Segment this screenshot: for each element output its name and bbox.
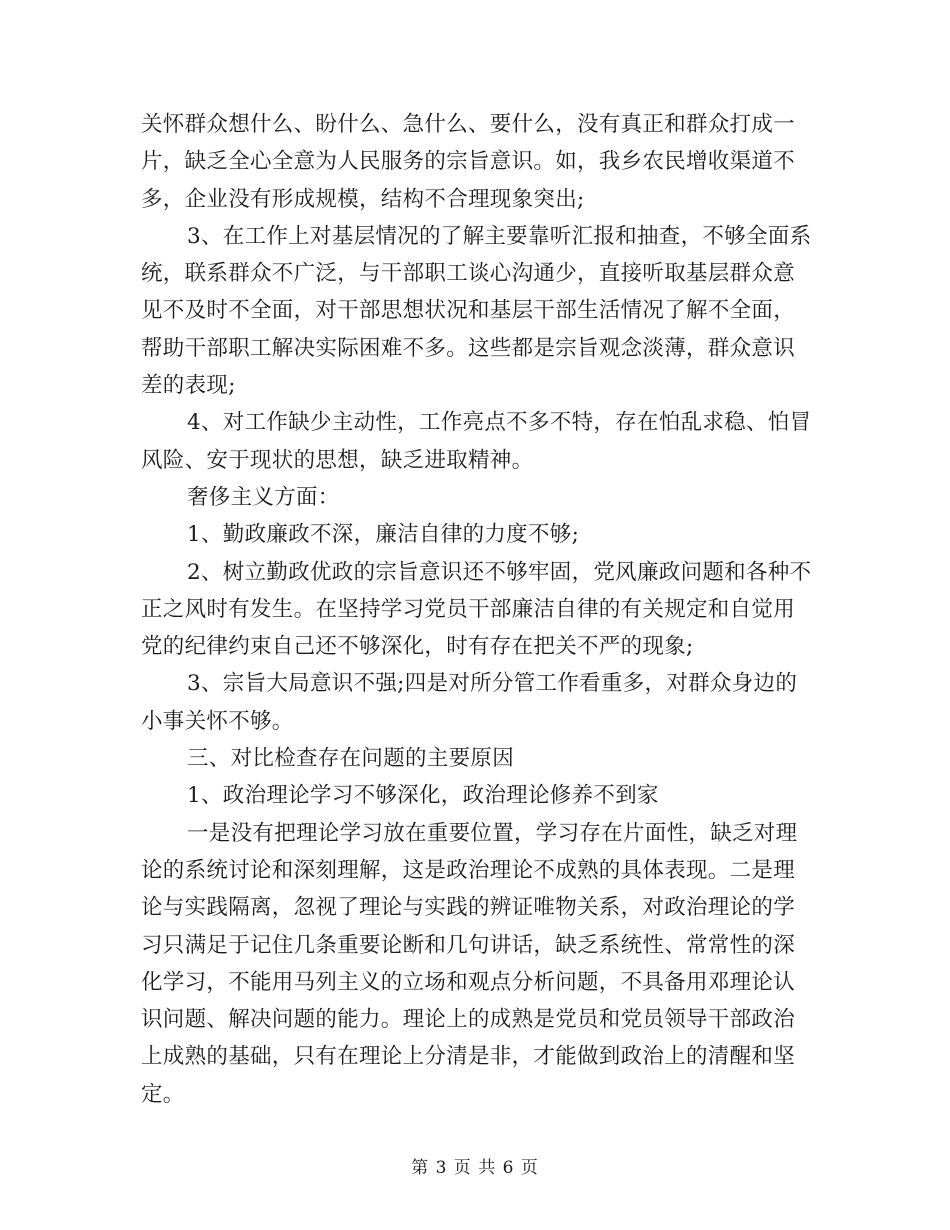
text-line: 2、树立勤政优政的宗旨意识还不够牢固，党风廉政问题和各种不 [187, 559, 812, 585]
text-line: 化学习，不能用马列主义的立场和观点分析问题，不具备用邓理论认 [141, 969, 796, 995]
text-line: 多，企业没有形成规模，结构不合理现象突出; [141, 186, 585, 212]
text-line: 片，缺乏全心全意为人民服务的宗旨意识。如，我乡农民增收渠道不 [141, 149, 796, 175]
text-line: 论的系统讨论和深刻理解，这是政治理论不成熟的具体表现。二是理 [141, 857, 796, 883]
text-line: 上成熟的基础，只有在理论上分清是非，才能做到政治上的清醒和坚 [141, 1044, 796, 1070]
text-line: 正之风时有发生。在坚持学习党员干部廉洁自律的有关规定和自觉用 [141, 596, 796, 622]
text-line: 帮助干部职工解决实际困难不多。这些都是宗旨观念淡薄，群众意识 [141, 335, 796, 361]
text-line: 关怀群众想什么、盼什么、急什么、要什么，没有真正和群众打成一 [141, 112, 796, 137]
text-line: 奢侈主义方面： [187, 484, 340, 510]
text-line: 一是没有把理论学习放在重要位置，学习存在片面性，缺乏对理 [187, 820, 798, 846]
document-body [141, 106, 811, 1113]
text-line: 小事关怀不够。 [141, 708, 294, 734]
text-line: 识问题、解决问题的能力。理论上的成熟是党员和党员领导干部政治 [141, 1007, 796, 1033]
text-line: 习只满足于记住几条重要论断和几句讲话，缺乏系统性、常常性的深 [141, 932, 796, 958]
text-line: 三、对比检查存在问题的主要原因 [187, 746, 515, 772]
text-line: 统，联系群众不广泛，与干部职工谈心沟通少，直接听取基层群众意 [141, 261, 796, 287]
page-footer [0, 1153, 950, 1178]
text-line: 3、在工作上对基层情况的了解主要靠听汇报和抽查，不够全面系 [187, 223, 812, 249]
text-line: 见不及时不全面，对干部思想状况和基层干部生活情况了解不全面， [141, 298, 796, 324]
text-line: 党的纪律约束自己还不够深化，时有存在把关不严的现象; [141, 634, 694, 660]
text-line: 3、宗旨大局意识不强;四是对所分管工作看重多，对群众身边的 [187, 671, 798, 697]
text-line: 定。 [141, 1081, 185, 1107]
text-line: 1、政治理论学习不够深化，政治理论修养不到家 [187, 783, 659, 809]
page-number-label: 第 3 页 共 6 页 [411, 1158, 539, 1178]
text-line: 1、勤政廉政不深，廉洁自律的力度不够; [187, 522, 580, 548]
text-line: 风险、安于现状的思想，缺乏进取精神。 [141, 447, 534, 473]
text-line: 4、对工作缺少主动性，工作亮点不多不特，存在怕乱求稳、怕冒 [187, 410, 812, 436]
text-line: 差的表现; [141, 373, 236, 399]
text-line: 论与实践隔离，忽视了理论与实践的辨证唯物关系，对政治理论的学 [141, 895, 796, 921]
